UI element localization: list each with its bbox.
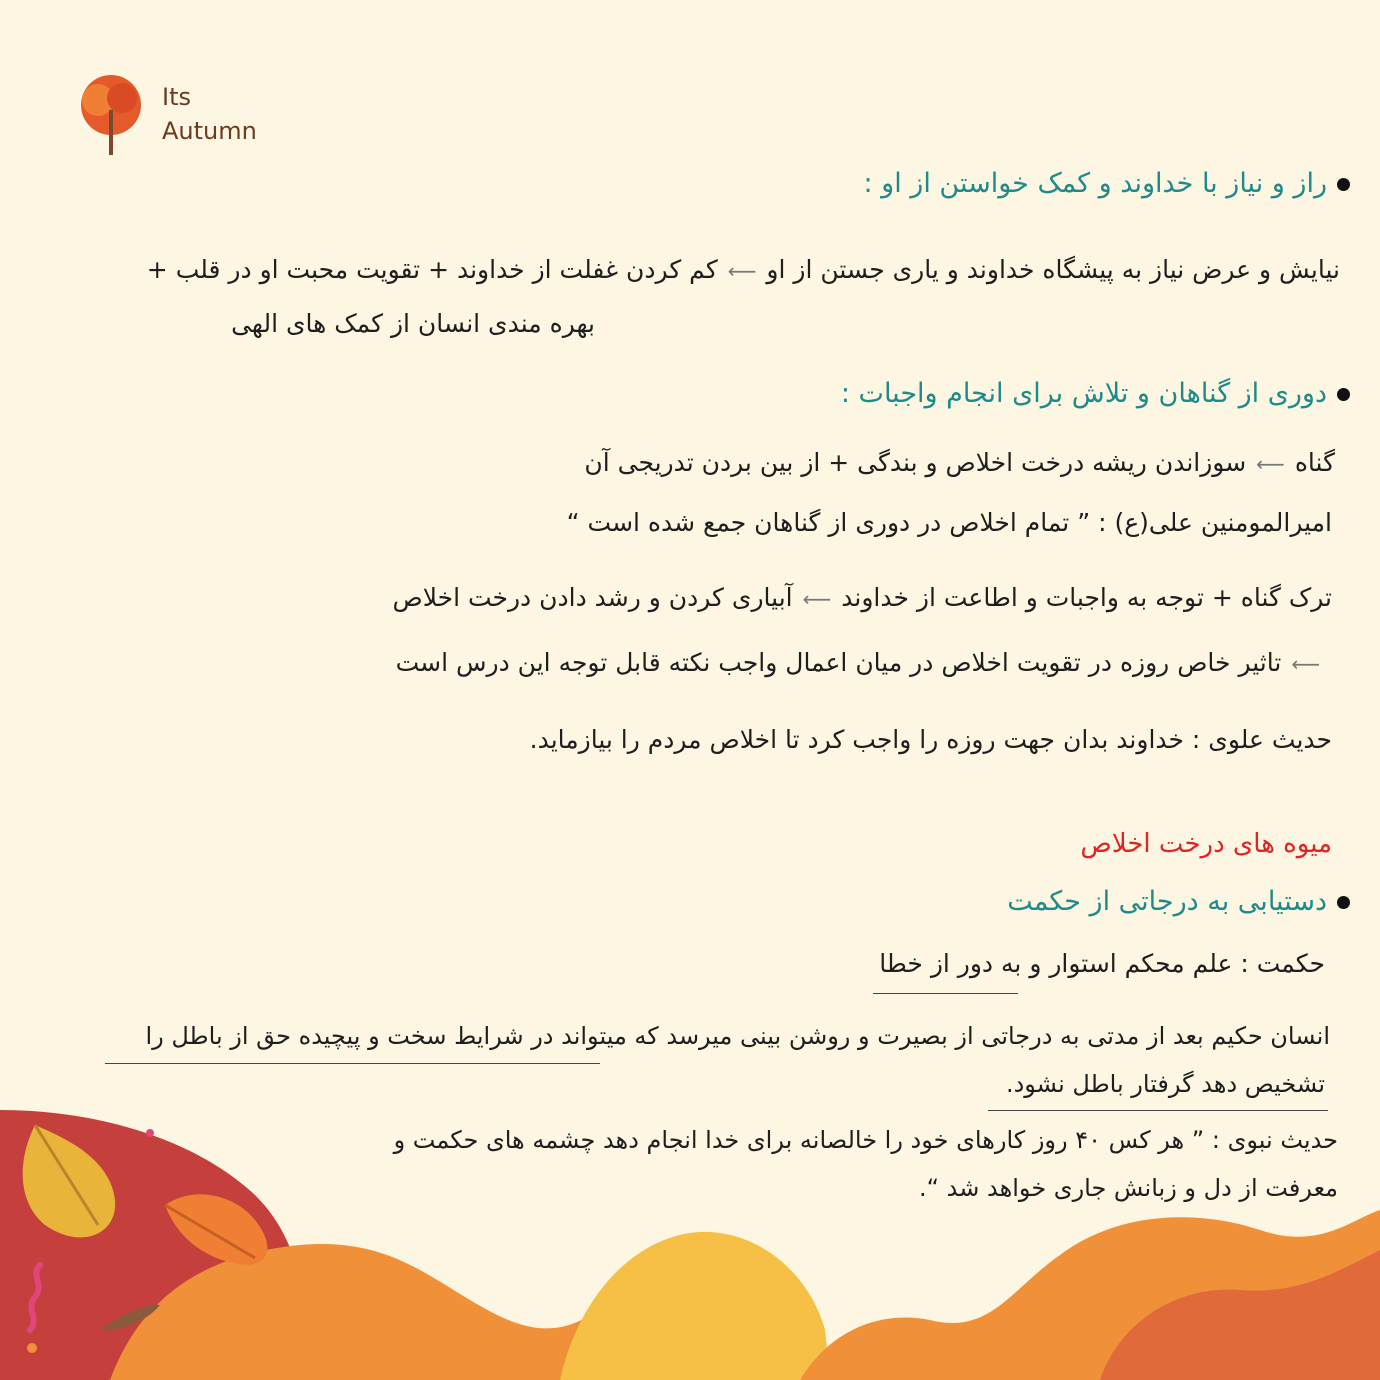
- arrow-icon: ⟵: [1256, 452, 1285, 476]
- section2-line3-left: آبیاری کردن و رشد دادن درخت اخلاص: [392, 583, 793, 612]
- fruits-heading-row: [1007, 884, 1350, 920]
- bullet-icon: [1337, 178, 1350, 191]
- logo: [76, 70, 276, 160]
- section1-line1: [147, 252, 1340, 289]
- wisdom-definition: حکمت : علم محکم استوار و به دور از خطا: [879, 949, 1325, 978]
- section2-line3: [392, 580, 1332, 617]
- section2-quote: امیرالمومنین علی(ع) : ” تمام اخلاص در دوری از گناهان جمع شده است “: [566, 508, 1332, 537]
- dot: [146, 1129, 154, 1137]
- section2-line4-text: تاثیر خاص روزه در تقویت اخلاص در میان اعمال واجب نکته قابل توجه این درس است: [395, 648, 1282, 677]
- section2-line3-right: ترک گناه + توجه به واجبات و اطاعت از خداوند: [841, 583, 1332, 612]
- section2-line1: [584, 445, 1335, 482]
- prophetic-hadith-line2: معرفت از دل و زبانش جاری خواهد شد “.: [918, 1174, 1338, 1202]
- section1-line2: بهره مندی انسان از کمک های الهی: [231, 309, 595, 338]
- section2-heading: دوری از گناهان و تلاش برای انجام واجبات :: [840, 378, 1327, 409]
- section1-heading: راز و نیاز با خداوند و کمک خواستن از او :: [863, 168, 1327, 199]
- section1-line1-left: کم کردن غفلت از خداوند + تقویت محبت او در قلب +: [146, 255, 718, 284]
- fruits-title: میوه های درخت اخلاص: [1080, 829, 1332, 859]
- yellow-blob: [560, 1232, 830, 1380]
- section2-hadith: حدیث علوی : خداوند بدان جهت روزه را واجب کرد تا اخلاص مردم را بیازماید.: [529, 725, 1332, 754]
- wise-person-line1: انسان حکیم بعد از مدتی به درجاتی از بصیرت و روشن بینی میرسد که میتواند در شرایط سخت و پیچیده حق از باطل را: [145, 1022, 1330, 1050]
- underline: [988, 1110, 1328, 1111]
- section2-line1-text: سوزاندن ریشه درخت اخلاص و بندگی + از بین بردن تدریجی آن: [584, 448, 1247, 477]
- logo-text-line1: Its: [162, 83, 191, 111]
- sin-label: گناه: [1294, 448, 1335, 477]
- bullet-icon: [1337, 388, 1350, 401]
- section2-line4: [396, 645, 1330, 682]
- wise-person-line2: تشخیص دهد گرفتار باطل نشود.: [1005, 1070, 1325, 1098]
- arrow-icon: ⟵: [1291, 652, 1320, 676]
- underline: [105, 1063, 600, 1064]
- bullet-icon: [1337, 896, 1350, 909]
- arrow-icon: ⟵: [727, 259, 757, 283]
- fruits-heading: دستیابی به درجاتی از حکمت: [1007, 886, 1327, 917]
- tree-icon: [76, 70, 146, 160]
- logo-text-line2: Autumn: [162, 117, 257, 145]
- prophetic-hadith-line1: حدیث نبوی : ” هر کس ۴۰ روز کارهای خود را خالصانه برای خدا انجام دهد چشمه های حکمت و: [393, 1126, 1338, 1154]
- arrow-icon: ⟵: [802, 587, 832, 611]
- section2-heading-row: [841, 376, 1350, 412]
- section1-heading-row: [863, 166, 1350, 202]
- dot: [27, 1343, 37, 1353]
- section1-line1-right: نیایش و عرض نیاز به پیشگاه خداوند و یاری جستن از او: [766, 255, 1340, 284]
- underline: [873, 993, 1018, 994]
